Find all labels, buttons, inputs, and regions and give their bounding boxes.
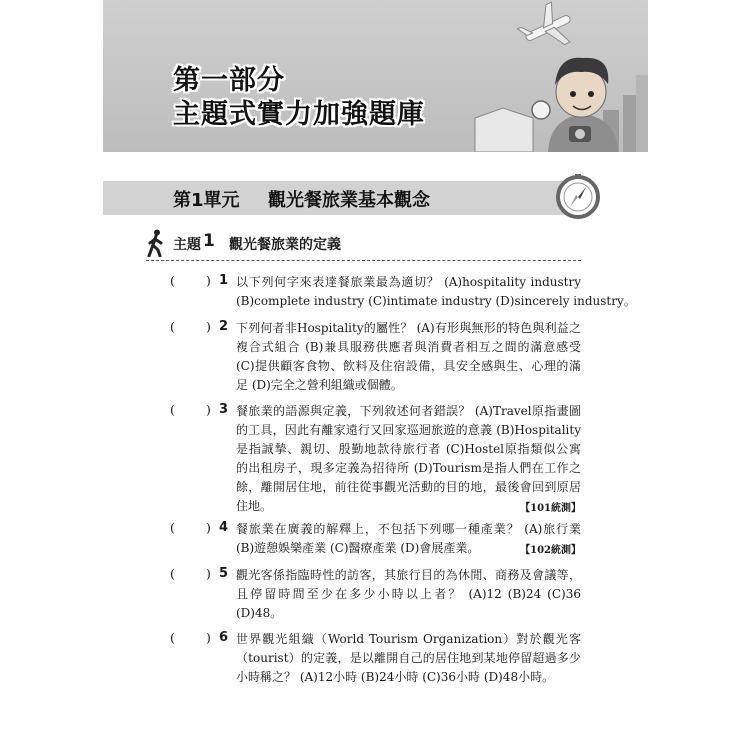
question-line: 以下列何字來表達餐旅業最為適切？ (A)hospitality industry [236,275,581,289]
answer-paren-open: ( [170,630,175,645]
answer-paren-open: ( [170,566,175,581]
answer-paren-close: ) [206,319,211,334]
walking-person-icon [146,229,166,257]
question-line: 的出租房子，現多定義為招待所 (D)Tourism是指人們在工作之 [236,461,581,475]
unit-title: 觀光餐旅業基本觀念 [268,190,430,211]
question-number: 6 [219,630,229,645]
topic-prefix: 主題 [173,237,201,253]
chapter-banner [103,0,648,152]
question-line: （tourist）的定義，是以離開自己的居住地到某地停留超過多少 [236,651,581,665]
question-line: (D)48。 [236,606,283,620]
question-line: 複合式組合 (B)兼具服務供應者與消費者相互之間的滿意感受 [236,340,581,354]
question-line: 餐旅業的語源與定義，下列敘述何者錯誤？ (A)Travel原指畫圖 [236,404,581,418]
hand-compass-icon [532,101,550,119]
answer-paren-open: ( [170,402,175,417]
question-number: 2 [219,319,229,334]
part-heading: 第一部分 [173,65,285,96]
topic-title: 觀光餐旅業的定義 [229,237,341,253]
answer-paren-close: ) [206,273,211,288]
question-line: 下列何者非Hospitality的屬性？ (A)有形與無形的特色與利益之 [236,321,581,335]
answer-paren-close: ) [206,402,211,417]
question-line: 小時稱之？ (A)12小時 (B)24小時 (C)36小時 (D)48小時。 [236,670,555,684]
question-line: 住地。 [236,499,273,513]
question-line: 餘，離開居住地，前往從事觀光活動的目的地，最後會回到原居 [236,480,581,494]
answer-paren-close: ) [206,630,211,645]
unit-header-bar [103,181,583,215]
topic-number: 1 [203,231,215,251]
question-line: 觀光客係指臨時性的訪客，其旅行目的為休閒、商務及會議等， [236,568,581,582]
answer-paren-open: ( [170,319,175,334]
unit-label: 第1單元 [173,190,240,211]
question-line: (B)complete industry (C)intimate industry (D)sincerely industry。 [236,294,636,308]
exam-source-tag: 【101統測】 [520,503,581,514]
question-number: 5 [219,566,229,581]
question-number: 3 [219,402,229,417]
topic-divider [146,260,581,261]
question-line: 的工具，因此有離家遠行又回家巡迴旅遊的意義 (B)Hospitality [236,423,581,437]
question-line: (B)遊憩娛樂產業 (C)醫療產業 (D)會展產業。 [236,541,480,555]
exam-source-tag: 【102統測】 [520,545,581,556]
question-line: 是指誠摯、親切、殷勤地款待旅行者 (C)Hostel原指類似公寓 [236,442,581,456]
question-line: 足 (D)完全之營利組織或個體。 [236,378,403,392]
answer-paren-close: ) [206,520,211,535]
question-number: 4 [219,520,229,535]
airplane-icon [513,0,579,60]
question-line: 且停留時間至少在多少小時以上者？ (A)12 (B)24 (C)36 [236,587,581,601]
answer-paren-open: ( [170,520,175,535]
part-subheading: 主題式實力加強題庫 [173,99,425,130]
question-line: 世界觀光組織（World Tourism Organization）對於觀光客 [236,632,581,646]
answer-paren-open: ( [170,273,175,288]
map-icon [475,108,533,152]
answer-paren-close: ) [206,566,211,581]
question-line: (C)提供顧客食物、飲料及住宿設備，具安全感與生、心理的滿 [236,359,581,373]
compass-icon [555,174,601,220]
traveler-character [548,58,618,152]
question-line: 餐旅業在廣義的解釋上，不包括下列哪一種產業？ (A)旅行業 [236,522,581,536]
question-number: 1 [219,273,229,288]
